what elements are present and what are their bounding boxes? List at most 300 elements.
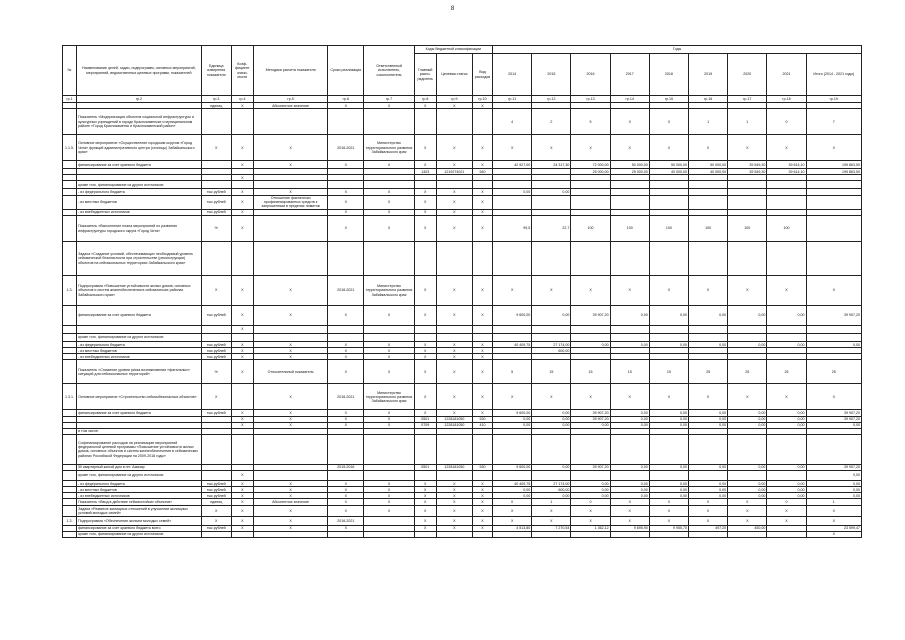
value-cell: [493, 181, 532, 189]
value-cell: [436, 471, 472, 481]
column-number: гр.9: [436, 96, 472, 103]
value-cell: [364, 531, 414, 537]
value-cell: [532, 434, 571, 464]
value-cell: Х: [436, 525, 472, 531]
value-cell: 0: [649, 499, 688, 506]
value-cell: Х: [767, 135, 806, 161]
value-cell: 40 409,75: [493, 481, 532, 487]
value-cell: [436, 109, 472, 135]
value-cell: Х: [231, 493, 253, 499]
value-cell: 39 549,30: [728, 161, 767, 169]
value-cell: Х: [436, 103, 472, 109]
value-cell: [493, 334, 532, 342]
table-row: [63, 216, 862, 242]
value-cell: Х: [328, 487, 364, 493]
value-cell: Х: [610, 516, 649, 525]
value-cell: 0,00: [571, 481, 610, 487]
value-cell: [767, 242, 806, 276]
value-cell: 0: [649, 109, 688, 135]
value-cell: [728, 242, 767, 276]
value-cell: [806, 216, 861, 242]
value-cell: [414, 471, 436, 481]
value-cell: тыс.рублей: [201, 481, 231, 487]
value-cell: Х: [649, 276, 688, 306]
value-cell: [364, 516, 414, 525]
value-cell: Х: [328, 216, 364, 242]
value-cell: 2016-2021: [328, 384, 364, 410]
value-cell: Х: [231, 195, 253, 209]
value-cell: 0,00: [532, 189, 571, 195]
value-cell: тыс.рублей: [201, 209, 231, 215]
value-cell: Х: [472, 384, 492, 410]
value-cell: Х: [231, 189, 253, 195]
header-year: 2015: [532, 54, 571, 96]
row-name-cell: 50 квартирный жилой дом в пгт. Амазар: [77, 464, 202, 470]
value-cell: [328, 326, 364, 334]
value-cell: Х: [688, 506, 727, 516]
value-cell: Х: [728, 516, 767, 525]
value-cell: 0501: [414, 464, 436, 470]
program-table: [62, 45, 862, 538]
value-cell: 7 270,54: [532, 525, 571, 531]
value-cell: [328, 334, 364, 342]
value-cell: [493, 326, 532, 334]
value-cell: [571, 334, 610, 342]
value-cell: 25: [767, 360, 806, 384]
value-cell: [610, 242, 649, 276]
value-cell: Министерство территориального развития Забайкальского края: [364, 384, 414, 410]
value-cell: Х: [532, 384, 571, 410]
value-cell: Х: [414, 525, 436, 531]
value-cell: Х: [364, 103, 414, 109]
value-cell: 410: [472, 422, 492, 428]
value-cell: Х: [231, 525, 253, 531]
column-number: гр.19: [806, 96, 861, 103]
value-cell: 39 907,20: [571, 410, 610, 416]
value-cell: 2: [532, 109, 571, 135]
value-cell: Х: [472, 209, 492, 215]
value-cell: Х: [231, 348, 253, 354]
value-cell: Х: [231, 506, 253, 516]
value-cell: [414, 109, 436, 135]
value-cell: 9 600,00: [493, 410, 532, 416]
value-cell: Абсолютное значение: [253, 499, 327, 506]
value-cell: Х: [328, 209, 364, 215]
value-cell: Х: [472, 161, 492, 169]
value-cell: Х: [806, 516, 861, 525]
value-cell: 0: [610, 499, 649, 506]
value-cell: [571, 242, 610, 276]
header-year: 2019: [688, 54, 727, 96]
value-cell: [472, 531, 492, 537]
value-cell: Х: [231, 354, 253, 360]
value-cell: Х: [231, 209, 253, 215]
value-cell: Х: [414, 348, 436, 354]
value-cell: Х: [806, 506, 861, 516]
row-number-cell: [63, 506, 77, 516]
value-cell: [414, 181, 436, 189]
value-cell: [688, 471, 727, 481]
value-cell: Х: [571, 516, 610, 525]
value-cell: 15: [571, 360, 610, 384]
value-cell: 2016-2021: [328, 516, 364, 525]
value-cell: [649, 434, 688, 464]
value-cell: 0,00: [767, 422, 806, 428]
value-cell: Х: [253, 342, 327, 348]
value-cell: [231, 181, 253, 189]
value-cell: Х: [472, 525, 492, 531]
value-cell: 0,00: [649, 464, 688, 470]
value-cell: Х: [201, 276, 231, 306]
value-cell: Х: [414, 516, 436, 525]
value-cell: [328, 181, 364, 189]
value-cell: [414, 334, 436, 342]
row-name-cell: Показатель «Выполнение плана мероприятий по развитию инфраструктуры городского округа «Город Чита»: [77, 216, 202, 242]
value-cell: Х: [610, 276, 649, 306]
value-cell: [649, 334, 688, 342]
header-year: 2020: [728, 54, 767, 96]
value-cell: Х: [364, 216, 414, 242]
value-cell: Х: [231, 416, 253, 422]
value-cell: [231, 334, 253, 342]
value-cell: 0,00: [493, 487, 532, 493]
value-cell: 0,00: [688, 342, 727, 348]
value-cell: [328, 434, 364, 464]
value-cell: 0,00: [688, 416, 727, 422]
value-cell: Х: [493, 135, 532, 161]
value-cell: тыс.рублей: [201, 189, 231, 195]
value-cell: Х: [364, 209, 414, 215]
value-cell: Х: [253, 525, 327, 531]
value-cell: Х: [328, 189, 364, 195]
value-cell: Х: [364, 499, 414, 506]
value-cell: [493, 195, 532, 209]
value-cell: Х: [436, 306, 472, 326]
value-cell: Х: [472, 135, 492, 161]
table-row: [63, 306, 862, 326]
value-cell: [201, 334, 231, 342]
value-cell: 25 000,00: [571, 169, 610, 175]
value-cell: 0,00: [728, 422, 767, 428]
value-cell: Х: [571, 384, 610, 410]
value-cell: 0,00: [493, 493, 532, 499]
value-cell: 4 513,80: [493, 525, 532, 531]
value-cell: 39 907,20: [806, 306, 861, 326]
value-cell: [806, 242, 861, 276]
value-cell: [532, 326, 571, 334]
value-cell: 1: [806, 499, 861, 506]
value-cell: 1228181050: [436, 464, 472, 470]
value-cell: Х: [364, 506, 414, 516]
value-cell: 0,00: [610, 306, 649, 326]
value-cell: [610, 334, 649, 342]
row-name-cell: финансирование за счет краевого бюджета: [77, 161, 202, 169]
value-cell: Х: [253, 493, 327, 499]
row-number-cell: 1.3.: [63, 276, 77, 306]
value-cell: Х: [328, 354, 364, 360]
row-name-cell: - из внебюджетных источников: [77, 493, 202, 499]
value-cell: Х: [472, 342, 492, 348]
value-cell: 0,00: [688, 422, 727, 428]
value-cell: [253, 216, 327, 242]
value-cell: 72 000,00: [571, 161, 610, 169]
value-cell: Относительный показатель: [253, 360, 327, 384]
value-cell: 0,00: [649, 481, 688, 487]
value-cell: Х: [472, 354, 492, 360]
value-cell: Х: [201, 516, 231, 525]
header-years: Годы: [493, 46, 862, 54]
value-cell: Х: [436, 506, 472, 516]
value-cell: 1228181050: [436, 422, 472, 428]
value-cell: [806, 326, 861, 334]
value-cell: 0,00: [649, 422, 688, 428]
table-row: [63, 506, 862, 516]
value-cell: [253, 334, 327, 342]
row-number-cell: 1.3.1.: [63, 384, 77, 410]
value-cell: 27 174,00: [532, 342, 571, 348]
header-year: 2021: [767, 54, 806, 96]
value-cell: Х: [610, 384, 649, 410]
table-row: [63, 531, 862, 537]
table-row: [63, 434, 862, 464]
value-cell: [767, 471, 806, 481]
value-cell: Х: [728, 276, 767, 306]
header-budget-codes: Коды бюджетной классификации: [414, 46, 492, 54]
value-cell: 0,00: [767, 342, 806, 348]
value-cell: [610, 434, 649, 464]
value-cell: Х: [649, 135, 688, 161]
value-cell: Х: [253, 416, 327, 422]
row-number-cell: [63, 360, 77, 384]
header-no: №: [63, 46, 77, 96]
value-cell: 0,00: [610, 493, 649, 499]
value-cell: 0,00: [806, 481, 861, 487]
value-cell: Х: [806, 531, 861, 537]
value-cell: [728, 326, 767, 334]
value-cell: [414, 326, 436, 334]
value-cell: Х: [201, 506, 231, 516]
value-cell: 0,00: [532, 306, 571, 326]
row-number-cell: [63, 181, 77, 189]
value-cell: [493, 471, 532, 481]
table-row: [63, 276, 862, 306]
value-cell: Х: [364, 348, 414, 354]
row-name-cell: Подпрограмма «Обеспечение жильем молодых семей»: [77, 516, 202, 525]
value-cell: 0,00: [571, 342, 610, 348]
value-cell: [436, 334, 472, 342]
value-cell: 540: [472, 169, 492, 175]
value-cell: Х: [201, 135, 231, 161]
value-cell: Х: [364, 195, 414, 209]
value-cell: 0,00: [532, 493, 571, 499]
value-cell: Х: [493, 516, 532, 525]
value-cell: Х: [253, 354, 327, 360]
value-cell: Х: [328, 410, 364, 416]
value-cell: [231, 109, 253, 135]
value-cell: [201, 531, 231, 537]
column-number: гр.4: [231, 96, 253, 103]
value-cell: 40 409,75: [493, 342, 532, 348]
value-cell: Х: [328, 103, 364, 109]
value-cell: Х: [364, 416, 414, 422]
value-cell: [472, 181, 492, 189]
value-cell: [571, 434, 610, 464]
value-cell: Х: [436, 348, 472, 354]
value-cell: Х: [231, 471, 253, 481]
value-cell: Х: [364, 354, 414, 360]
value-cell: тыс.рублей: [201, 195, 231, 209]
value-cell: Х: [231, 410, 253, 416]
header-method: Методика расчета показателя: [253, 46, 327, 96]
value-cell: 0: [571, 499, 610, 506]
value-cell: [364, 109, 414, 135]
value-cell: [472, 334, 492, 342]
value-cell: Х: [414, 499, 436, 506]
table-row: [63, 516, 862, 525]
row-name-cell: Софинансирование расходов на реализацию мероприятий федеральной целевой программы «Повышение устойчивости жилых домов, основных объектов и систем жизнеобеспечения в сейсмических районах Российской Федерации на 2009-2018 годы»: [77, 434, 202, 464]
value-cell: 600,00: [532, 487, 571, 493]
value-cell: [767, 181, 806, 189]
value-cell: Х: [414, 216, 436, 242]
header-year: 2014: [493, 54, 532, 96]
row-number-cell: [63, 531, 77, 537]
value-cell: Х: [364, 481, 414, 487]
value-cell: [201, 242, 231, 276]
value-cell: [571, 195, 610, 209]
value-cell: 42 527,00: [493, 161, 532, 169]
value-cell: Х: [767, 276, 806, 306]
value-cell: 50 000,00: [649, 161, 688, 169]
value-cell: Х: [414, 135, 436, 161]
value-cell: 22,7: [532, 216, 571, 242]
value-cell: 0,00: [649, 410, 688, 416]
row-number-cell: [63, 306, 77, 326]
value-cell: 0,00: [806, 422, 861, 428]
value-cell: 1 362,12: [571, 525, 610, 531]
value-cell: Х: [328, 306, 364, 326]
header-coef: Коэф-фициент значи-мости: [231, 46, 253, 96]
value-cell: 1: [532, 499, 571, 506]
value-cell: 0,00: [728, 493, 767, 499]
table-row: [63, 471, 862, 481]
value-cell: Х: [728, 135, 767, 161]
value-cell: [688, 334, 727, 342]
value-cell: 5: [493, 360, 532, 384]
value-cell: [472, 471, 492, 481]
value-cell: 0709: [414, 422, 436, 428]
value-cell: 450,00: [728, 525, 767, 531]
column-number: гр.5: [253, 96, 327, 103]
value-cell: 39 907,20: [806, 464, 861, 470]
value-cell: [728, 334, 767, 342]
value-cell: 100: [767, 216, 806, 242]
value-cell: 5: [571, 109, 610, 135]
value-cell: [728, 434, 767, 464]
value-cell: 0,00: [532, 464, 571, 470]
value-cell: Х: [414, 306, 436, 326]
value-cell: 0,00: [571, 493, 610, 499]
value-cell: 0,00: [728, 481, 767, 487]
value-cell: [436, 531, 472, 537]
value-cell: [364, 242, 414, 276]
value-cell: Х: [253, 189, 327, 195]
row-name-cell: кроме того, финансирование из других источников:: [77, 181, 202, 189]
value-cell: Х: [231, 342, 253, 348]
value-cell: Х: [472, 410, 492, 416]
value-cell: Х: [571, 135, 610, 161]
column-number: гр.16: [688, 96, 727, 103]
value-cell: Министерство территориального развития Забайкальского края: [364, 276, 414, 306]
value-cell: Х: [328, 506, 364, 516]
value-cell: Х: [436, 487, 472, 493]
value-cell: [806, 434, 861, 464]
value-cell: 39 907,20: [571, 306, 610, 326]
value-cell: [728, 471, 767, 481]
header-unit: Единица измерения показателя: [201, 46, 231, 96]
value-cell: 0,00: [767, 487, 806, 493]
row-number-cell: [63, 434, 77, 464]
value-cell: Х: [328, 348, 364, 354]
value-cell: Х: [364, 410, 414, 416]
value-cell: 0,00: [767, 306, 806, 326]
row-name-cell: Показатель «Ввод в действие сейсмостойких объектов»: [77, 499, 202, 506]
value-cell: Х: [364, 422, 414, 428]
value-cell: 0,00: [767, 493, 806, 499]
value-cell: Х: [610, 135, 649, 161]
value-cell: Х: [231, 103, 253, 109]
value-cell: %: [201, 360, 231, 384]
value-cell: Х: [414, 161, 436, 169]
value-cell: 100: [688, 216, 727, 242]
row-name-cell: финансирование за счет краевого бюджета: [77, 306, 202, 326]
value-cell: 0,00: [728, 464, 767, 470]
value-cell: [649, 531, 688, 537]
column-numbering-row: [63, 96, 862, 103]
value-cell: [571, 181, 610, 189]
value-cell: 530: [472, 464, 492, 470]
value-cell: Х: [472, 499, 492, 506]
value-cell: Х: [532, 276, 571, 306]
value-cell: Х: [364, 487, 414, 493]
value-cell: Х: [688, 276, 727, 306]
value-cell: Х: [472, 360, 492, 384]
table-row: [63, 326, 862, 334]
value-cell: Х: [414, 276, 436, 306]
value-cell: 0,00: [767, 410, 806, 416]
value-cell: [649, 242, 688, 276]
table-row: [63, 195, 862, 209]
value-cell: [328, 531, 364, 537]
row-name-cell: Основное мероприятие «Строительство сейсмобезопасных объектов»: [77, 384, 202, 410]
value-cell: 39 907,20: [571, 464, 610, 470]
value-cell: [436, 434, 472, 464]
column-number: гр.1: [63, 96, 77, 103]
column-number: гр.17: [728, 96, 767, 103]
value-cell: [472, 242, 492, 276]
value-cell: 0,00: [728, 410, 767, 416]
value-cell: Х: [436, 360, 472, 384]
value-cell: [364, 471, 414, 481]
value-cell: 39 614,10: [767, 161, 806, 169]
value-cell: 0,00: [688, 306, 727, 326]
value-cell: [201, 181, 231, 189]
value-cell: Х: [493, 276, 532, 306]
value-cell: Х: [231, 516, 253, 525]
header-exptype: Вид расходов: [472, 54, 492, 96]
value-cell: Х: [436, 384, 472, 410]
value-cell: 0,00: [493, 416, 532, 422]
value-cell: Х: [436, 499, 472, 506]
